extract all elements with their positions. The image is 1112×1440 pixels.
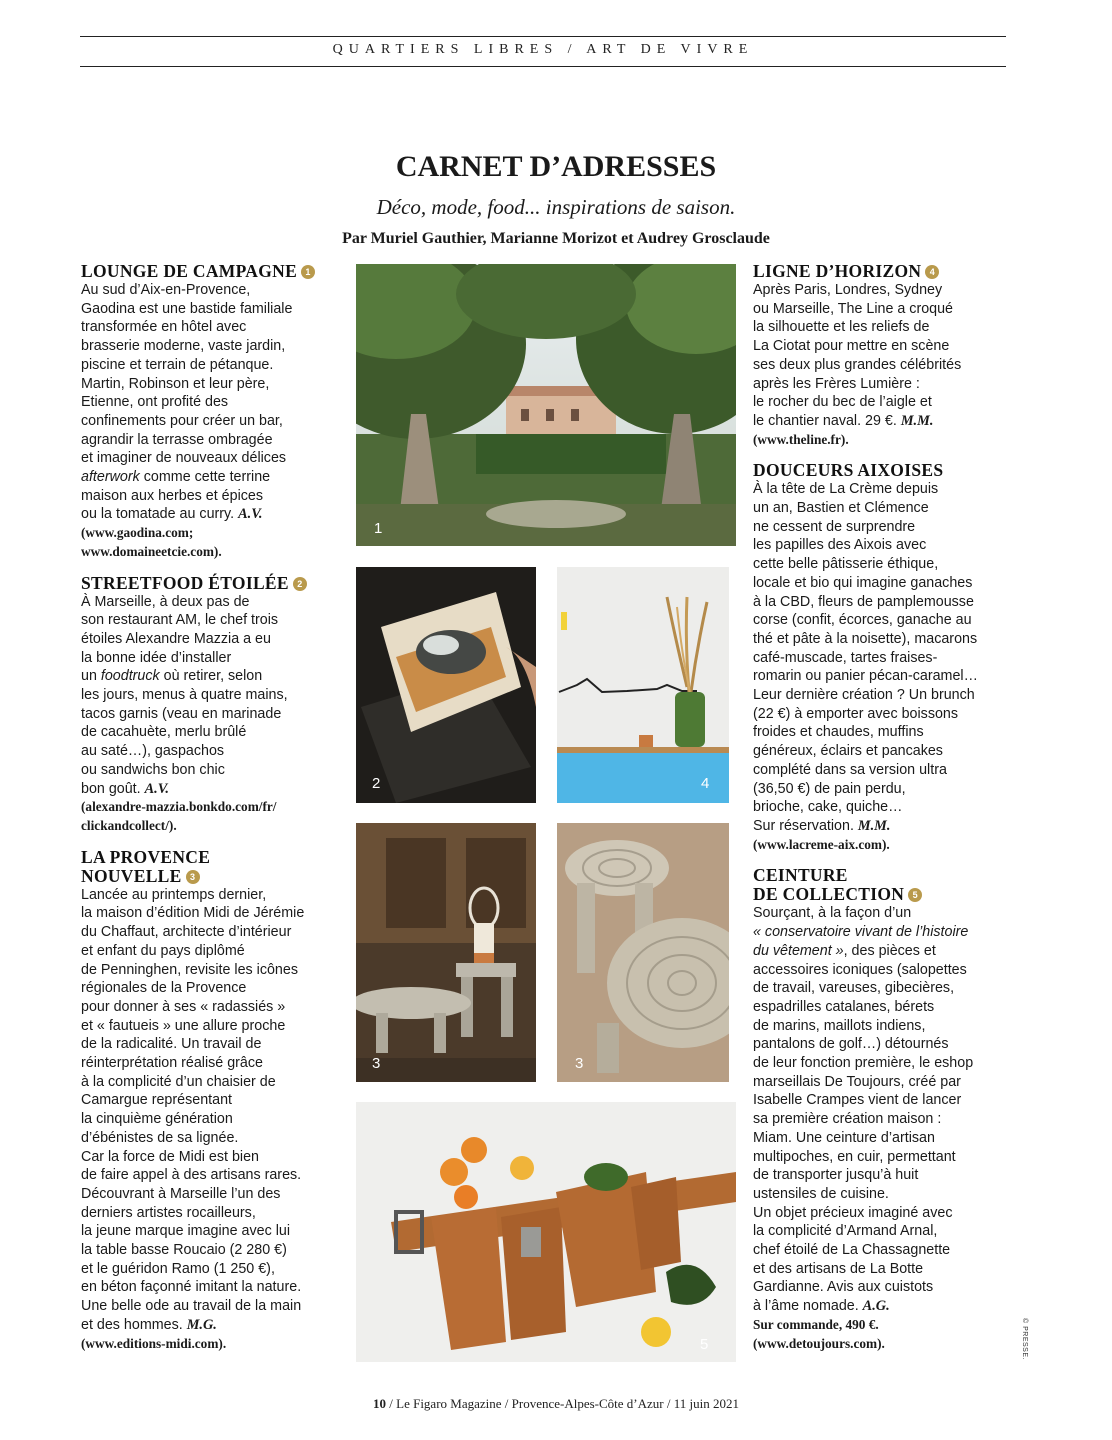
photo-number: 4 xyxy=(701,775,710,792)
interior-illustration xyxy=(356,823,536,1082)
section-heading xyxy=(81,262,343,281)
number-badge: 2 xyxy=(293,577,307,591)
body-text: où retirer, selon les jours, menus à quatre mains, tacos garnis (veau en marinade de cacahuète, merlu brûlé au saté…), gaspachos ou sandwichs bon chic bon goût. xyxy=(81,668,288,797)
body-text: Sourçant, à la façon d’un xyxy=(753,905,912,922)
garden-illustration xyxy=(356,264,736,546)
photo-number: 3 xyxy=(372,1055,381,1072)
body-text: Après Paris, Londres, Sydney ou Marseille, The Line a croqué la silhouette et les reliefs de La Ciotat pour mettre en scène ses deux plus grandes célébrités après les Frères Lumière : le rocher du bec de l’aigle et le chantier naval. 29 €. xyxy=(753,282,962,429)
section-heading xyxy=(753,262,1015,281)
web-link[interactable]: (alexandre-mazzia.bonkdo.com/fr/ clickandcollect/). xyxy=(81,799,277,833)
heading-text: STREETFOOD ÉTOILÉE xyxy=(81,572,289,593)
author-signature: A.V. xyxy=(238,506,263,523)
top-rule xyxy=(80,36,1006,37)
section-body xyxy=(81,281,343,524)
page-number: 10 xyxy=(373,1396,387,1411)
photo-number: 5 xyxy=(700,1336,709,1353)
section-heading xyxy=(81,848,343,886)
section-heading xyxy=(753,866,1015,904)
body-text: À Marseille, à deux pas de son restaurant AM, le chef trois étoiles Alexandre Mazzia a eu la bonne idée d’installer un xyxy=(81,593,279,685)
section-body xyxy=(81,886,343,1335)
photo-credit: © PRESSE. xyxy=(1021,1318,1028,1360)
section-lounge xyxy=(81,262,343,562)
right-column xyxy=(753,262,1015,1365)
photo-concrete-gueridon xyxy=(557,823,729,1082)
section-rubric: QUARTIERS LIBRES / ART DE VIVRE xyxy=(332,42,754,57)
author-signature: A.V. xyxy=(144,780,169,797)
web-link[interactable]: (www.theline.fr). xyxy=(753,431,849,447)
author-signature: M.M. xyxy=(857,817,891,834)
page-subtitle: Déco, mode, food... inspirations de saison. xyxy=(376,195,736,219)
italic-term: afterwork xyxy=(81,469,140,486)
heading-text: LA PROVENCE NOUVELLE xyxy=(81,846,211,886)
body-text: Lancée au printemps dernier, la maison d’édition Midi de Jérémie du Chaffaut, architecte d’intérieur et enfant du pays diplômé de Penninghen, revisite les icônes régionales de la Provence pour donner à ses « radassiés » et « fautueis » une allure proche de la radicalité. Un travail de réinterprétation réalisé grâce à la complicité d’un chaisier de Camargue représentant la cinquième génération d’ébénistes de sa lignée. Car la force de Midi est bien de faire appel à des artisans rares. Découvrant à Marseille l’un des derniers artistes rocailleurs, la jeune marque imagine avec lui la table basse Roucaio (2 280 €) et le guéridon Ramo (1 250 €), en béton façonné imitant la nature. Une belle ode au travail de la main et des hommes. xyxy=(81,886,305,1333)
photo-number: 1 xyxy=(374,520,383,537)
photo-garden-bastide xyxy=(356,264,736,546)
section-streetfood xyxy=(81,574,343,836)
web-link[interactable]: (www.lacreme-aix.com). xyxy=(753,836,890,852)
section-body xyxy=(753,904,1015,1315)
photo-number: 3 xyxy=(575,1055,584,1072)
left-column xyxy=(81,262,343,1365)
body-text: À la tête de La Crème depuis un an, Bastien et Clémence ne cessent de surprendre les papilles des Aixois avec cette belle pâtisserie éthique, locale et bio qui imagine ganaches à la CBD, fleurs de pamplemousse corse (confit, écorces, ganache au thé et pâte à la noisette), macarons café-muscade, tartes fraises- romarin ou panier pécan-caramel… Leur dernière création ? Un brunch (22 €) à emporter avec boissons froides et chaudes, muffins généreux, éclairs et pancakes complété dans sa version ultra (36,50 €) de pain perdu, brioche, cake, quiche… Sur réservation. xyxy=(753,481,978,834)
heading-text: DOUCEURS AIXOISES xyxy=(753,460,944,481)
gueridon-illustration xyxy=(557,823,729,1082)
author-signature: A.G. xyxy=(862,1298,890,1315)
section-heading xyxy=(753,461,1015,480)
number-badge: 5 xyxy=(908,888,922,902)
page-footer xyxy=(0,1396,1112,1412)
the-line-illustration xyxy=(557,567,729,803)
author-signature: M.G. xyxy=(186,1316,217,1333)
web-link[interactable]: Sur commande, 490 €. (www.detoujours.com). xyxy=(753,1316,885,1351)
section-body xyxy=(753,480,1015,835)
section-provence xyxy=(81,848,343,1354)
number-badge: 1 xyxy=(301,265,315,279)
italic-term: foodtruck xyxy=(100,668,160,685)
belt-illustration xyxy=(356,1102,736,1362)
rubric-rule xyxy=(80,66,1006,67)
photo-leather-belt xyxy=(356,1102,736,1362)
section-ceinture xyxy=(753,866,1015,1353)
web-link[interactable]: (www.editions-midi.com). xyxy=(81,1335,227,1351)
photo-midi-interior xyxy=(356,823,536,1082)
dish-illustration xyxy=(356,567,536,803)
body-text: , des pièces et accessoires iconiques (salopettes de travail, vareuses, gibecières, espadrilles catalanes, bérets de marins, maillots indiens, pantalons de golf…) détournés de leur fonction première, le eshop marseillais De Toujours, créé par Isabelle Crampes vient de lancer sa première création maison : Miam. Une ceinture d’artisan multipoches, en cuir, permettant de transporter jusqu’à huit ustensiles de cuisine. Un objet précieux imaginé avec la complicité d’Armand Arnal, chef étoilé de La Chassagnette et des artisans de La Botte Gardianne. Avis aux cuistots à l’âme nomade. xyxy=(753,942,974,1315)
section-horizon xyxy=(753,262,1015,449)
section-douceurs xyxy=(753,461,1015,854)
body-text: Au sud d’Aix-en-Provence, Gaodina est une bastide familiale transformée en hôtel avec brasserie moderne, vaste jardin, piscine et terrain de pétanque. Martin, Robinson et leur père, Etienne, ont profité des confinements pour créer un bar, agrandir la terrasse ombragée et imaginer de nouveaux délices xyxy=(81,282,293,467)
web-link[interactable]: (www.gaodina.com; www.domaineetcie.com). xyxy=(81,525,222,559)
section-heading xyxy=(81,574,343,593)
heading-text: LOUNGE DE CAMPAGNE xyxy=(81,261,298,281)
italic-term: « conservatoire vivant de l’histoire du vêtement » xyxy=(753,924,969,959)
body-text: comme cette terrine maison aux herbes et épices ou la tomatade au curry. xyxy=(81,469,271,523)
photo-foodtruck-dish xyxy=(356,567,536,803)
heading-text: LIGNE D’HORIZON xyxy=(753,261,922,281)
photo-number: 2 xyxy=(372,775,381,792)
footer-text: / Le Figaro Magazine / Provence-Alpes-Côte d’Azur / 11 juin 2021 xyxy=(386,1396,739,1411)
number-badge: 4 xyxy=(925,265,939,279)
author-signature: M.M. xyxy=(900,412,934,429)
section-body xyxy=(753,281,1015,431)
byline: Par Muriel Gauthier, Marianne Morizot et Audrey Grosclaude xyxy=(342,230,770,247)
section-body xyxy=(81,593,343,799)
number-badge: 3 xyxy=(186,870,200,884)
photo-the-line xyxy=(557,567,729,803)
page-title: CARNET D’ADRESSES xyxy=(395,150,717,183)
heading-text: CEINTURE DE COLLECTION xyxy=(753,865,905,905)
